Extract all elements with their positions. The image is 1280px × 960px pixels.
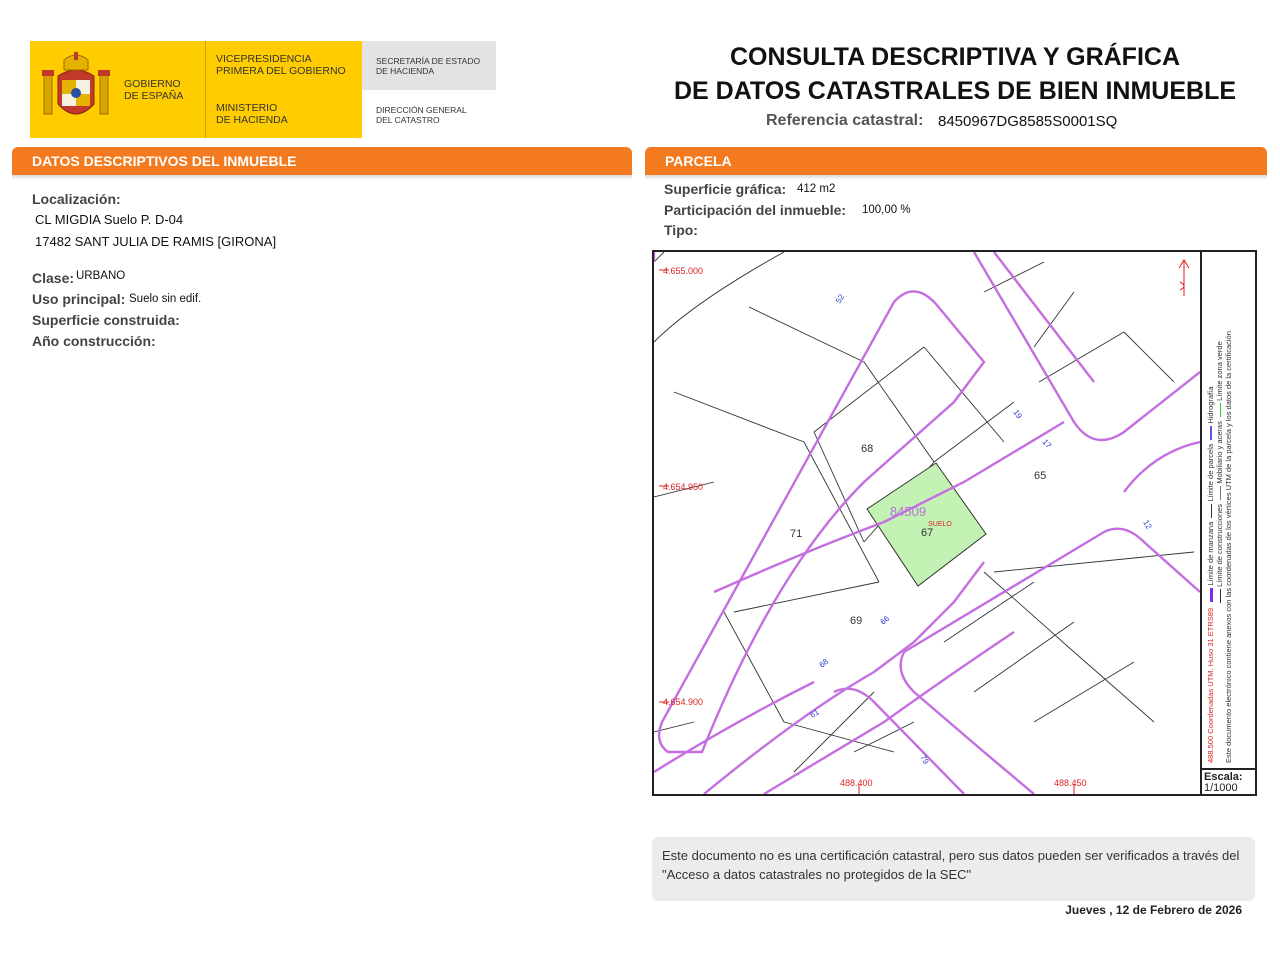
legend-construcciones: Límite de construcciones (1215, 503, 1224, 587)
datos-descriptivos-header: DATOS DESCRIPTIVOS DEL INMUEBLE (12, 147, 632, 175)
x-coord-label: 488.400 (840, 778, 873, 788)
legend-divider (1200, 250, 1202, 796)
participacion-value: 100,00 % (862, 204, 911, 216)
secretaria-label: SECRETARÍA DE ESTADO DE HACIENDA (376, 56, 481, 76)
tipo-label: Tipo: (664, 222, 698, 238)
parcel-ref-label: 84509 (889, 504, 927, 519)
legend-hidro-swatch (1210, 426, 1212, 440)
street-number: 12 (1141, 518, 1154, 531)
street-number: 52 (833, 292, 847, 305)
superficie-grafica-value: 412 m2 (797, 183, 836, 195)
section-shadow (645, 175, 1267, 180)
uso-principal-value: Suelo sin edif. (129, 293, 202, 305)
plot-number: 69 (850, 615, 863, 627)
cadastral-map[interactable] (654, 252, 1200, 794)
section-shadow (12, 175, 632, 180)
north-arrow-icon (1179, 260, 1189, 296)
clase-label: Clase: (32, 270, 75, 286)
legend-zona-verde: Límite zona verde (1215, 341, 1224, 401)
legend-hidrografia: Hidrografía (1206, 386, 1215, 424)
legend-manzana: Límite de manzana (1206, 521, 1215, 586)
localizacion-label: Localización: (32, 191, 121, 207)
disclaimer-note: Este documento no es una certificación catastral, pero sus datos pueden ser verificados a través del "Acceso a datos catastrales no protegidos de la SEC" (652, 837, 1255, 901)
plot-number: 68 (861, 443, 874, 455)
street-number: 61 (808, 707, 821, 720)
legend-parcela-swatch (1211, 504, 1212, 518)
uso-principal-label: Uso principal: (32, 291, 126, 307)
street-number: 68 (817, 656, 831, 670)
y-coord-label: 4.654.950 (663, 482, 704, 492)
scale-divider (1200, 768, 1257, 770)
localizacion-line2: 17482 SANT JULIA DE RAMIS [GIRONA] (35, 234, 277, 249)
ministerio-label: MINISTERIO DE HACIENDA (216, 102, 288, 126)
map-legend (1203, 252, 1257, 767)
legend-mobiliario-swatch (1220, 486, 1221, 500)
legend-anexo-note: Este documento electrónico contiene anexos con las coordenadas de los vértices UTM de la parcela y los datos de la certificación (1224, 331, 1233, 763)
scale-label: Escala: 1/1000 (1204, 771, 1243, 794)
ref-catastral-label: Referencia catastral: (766, 112, 924, 129)
superficie-grafica-label: Superficie gráfica: (664, 181, 787, 197)
legend-coords: 488.500 Coordenadas UTM. Huso 31 ETRS89 (1206, 607, 1215, 763)
street-number: 66 (878, 613, 892, 627)
vicepresidencia-label: VICEPRESIDENCIA PRIMERA DEL GOBIERNO (216, 53, 346, 77)
scale-value: 1/1000 (1204, 782, 1238, 794)
direccion-label: DIRECCIÓN GENERAL DEL CATASTRO (376, 105, 467, 125)
legend-parcela: Límite de parcela (1206, 443, 1215, 502)
superficie-construida-label: Superficie construida: (32, 312, 180, 328)
street-number: 19 (1011, 407, 1024, 421)
plot-number: 67 (921, 527, 934, 539)
ref-catastral-value[interactable]: 8450967DG8585S0001SQ (938, 113, 1118, 130)
y-coord-label: 4.655.000 (663, 266, 704, 276)
street-number: 79 (918, 753, 931, 766)
localizacion-line1: CL MIGDIA Suelo P. D-04 (35, 212, 184, 227)
parcel-sub-label: SUELO (928, 521, 952, 528)
legend-mobiliario: Mobiliario y aceras (1215, 421, 1224, 484)
plot-number: 71 (790, 528, 803, 540)
coat-of-arms-icon (40, 50, 112, 128)
legend-construcciones-swatch (1220, 589, 1221, 603)
x-coord-label: 488.450 (1054, 778, 1087, 788)
parcela-header: PARCELA (645, 147, 1267, 175)
plot-number: 65 (1034, 470, 1047, 482)
gobierno-label: GOBIERNO DE ESPAÑA (124, 78, 184, 102)
y-coord-label: 4.654.900 (663, 697, 704, 707)
street-number: 17 (1040, 437, 1054, 451)
legend-verde-swatch (1220, 403, 1221, 417)
logo-divider (205, 41, 206, 138)
document-title: CONSULTA DESCRIPTIVA Y GRÁFICA DE DATOS CATASTRALES DE BIEN INMUEBLE (673, 43, 1237, 105)
participacion-label: Participación del inmueble: (664, 202, 847, 218)
clase-value: URBANO (76, 270, 126, 282)
legend-manzana-swatch (1210, 588, 1213, 602)
document-date: Jueves , 12 de Febrero de 2026 (1065, 903, 1242, 917)
anio-construccion-label: Año construcción: (32, 333, 156, 349)
